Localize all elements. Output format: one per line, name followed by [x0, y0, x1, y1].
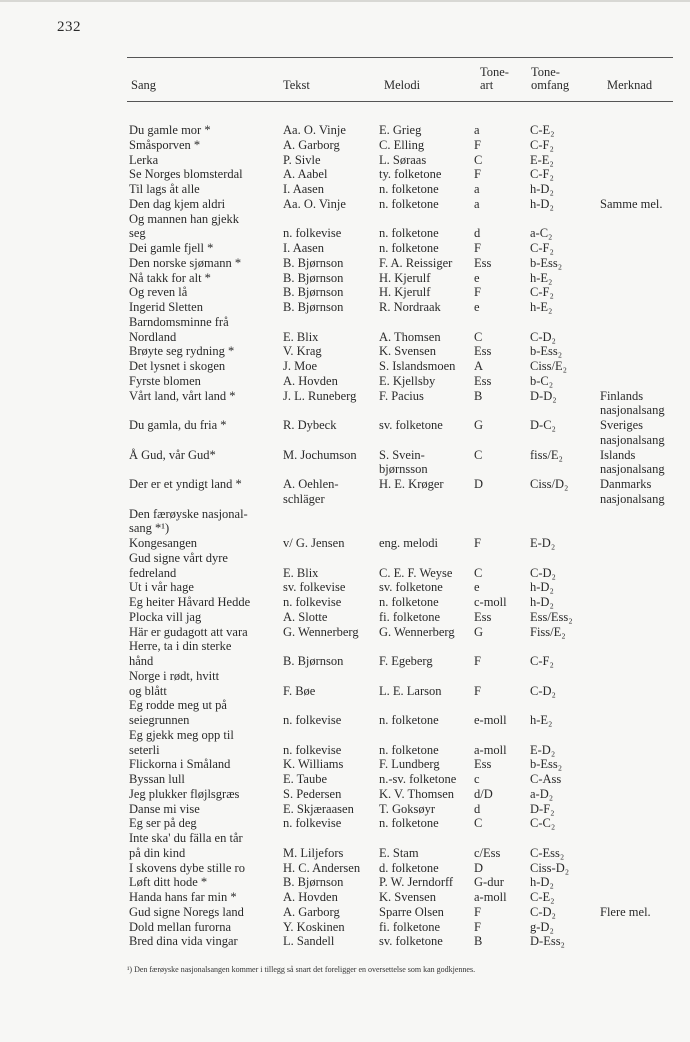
- table-row: [0, 728, 690, 758]
- table-row: [0, 920, 690, 935]
- cell-toneart: d: [474, 801, 481, 816]
- cell-melodi: H. E. Krøger: [379, 477, 444, 491]
- cell-toneart: Ess: [474, 373, 492, 388]
- header-toneart: Tone- art: [480, 65, 509, 92]
- cell-omfang: h-D₂: [530, 595, 554, 609]
- cell-tekst: n. folkevise: [283, 226, 342, 241]
- header-tekst: Tekst: [283, 78, 310, 92]
- cell-toneart: F: [474, 241, 481, 255]
- cell-tekst: A. Aabel: [283, 167, 328, 182]
- table-row: [0, 816, 690, 831]
- cell-omfang: E-E₂: [530, 152, 554, 167]
- table-row: [0, 536, 690, 551]
- cell-melodi: n. folketone: [379, 742, 439, 757]
- cell-melodi: F. Pacius: [379, 388, 424, 403]
- cell-sang: Jeg plukker fløjlsgræs: [129, 786, 240, 801]
- cell-sang: Du gamle mor *: [129, 123, 211, 137]
- cell-tekst: B. Bjørnson: [283, 300, 344, 314]
- table-row: [0, 418, 690, 448]
- cell-toneart: D: [474, 477, 484, 491]
- cell-sang: Småsporven *: [129, 137, 201, 152]
- cell-sang: Kongesangen: [129, 536, 198, 550]
- cell-sang: Eg rodde meg ut på seiegrunnen: [129, 698, 227, 727]
- table-row: [0, 890, 690, 905]
- table-row: [0, 389, 690, 419]
- cell-sang: Den færøyske nasjonal- sang *¹): [129, 506, 248, 536]
- cell-sang: Herre, ta i din sterke hånd: [129, 639, 232, 668]
- cell-toneart: C: [474, 565, 483, 580]
- cell-sang: Nå takk for alt *: [129, 270, 211, 285]
- table-row: [0, 934, 690, 949]
- cell-toneart: a-moll: [474, 742, 507, 757]
- cell-tekst: I. Aasen: [283, 182, 324, 196]
- cell-melodi: E. Stam: [379, 845, 419, 860]
- table-row: [0, 359, 690, 374]
- cell-tekst: Y. Koskinen: [283, 919, 345, 934]
- cell-toneart: F: [474, 904, 481, 919]
- cell-melodi: Sparre Olsen: [379, 904, 444, 919]
- cell-omfang: C-E₂: [530, 890, 555, 904]
- cell-melodi: P. W. Jerndorff: [379, 875, 454, 890]
- header-melodi: Melodi: [384, 78, 421, 92]
- page-top-edge: [0, 0, 690, 2]
- cell-omfang: C-F₂: [530, 137, 554, 152]
- cell-tekst: S. Pedersen: [283, 786, 342, 801]
- cell-melodi: K. V. Thomsen: [379, 786, 455, 801]
- cell-omfang: Ciss-D₂: [530, 860, 570, 875]
- cell-tekst: B. Bjørnson: [283, 255, 344, 270]
- cell-omfang: C-E₂: [530, 123, 555, 137]
- cell-omfang: h-D₂: [530, 580, 554, 595]
- cell-omfang: Ess/Ess₂: [530, 609, 573, 624]
- cell-melodi: eng. melodi: [379, 536, 439, 550]
- cell-sang: Lerka: [129, 152, 159, 167]
- cell-toneart: F: [474, 683, 481, 698]
- cell-melodi: d. folketone: [379, 860, 439, 875]
- table-row: [0, 197, 690, 212]
- cell-omfang: b-Ess₂: [530, 255, 563, 270]
- cell-sang: Norge i rødt, hvitt og blått: [129, 668, 220, 698]
- cell-melodi: n. folketone: [379, 816, 439, 831]
- table-row: [0, 669, 690, 699]
- cell-toneart: F: [474, 167, 481, 182]
- table-row: [0, 787, 690, 802]
- header-toneomfang: Tone- omfang: [531, 65, 570, 92]
- cell-tekst: B. Bjørnson: [283, 270, 344, 285]
- cell-toneart: D: [474, 860, 484, 875]
- cell-toneart: a: [474, 123, 480, 137]
- table-row: [0, 374, 690, 389]
- cell-tekst: I. Aasen: [283, 241, 324, 255]
- cell-melodi: fi. folketone: [379, 609, 441, 624]
- cell-omfang: E-D₂: [530, 742, 556, 757]
- table-row: [0, 905, 690, 920]
- table-row: [0, 551, 690, 581]
- cell-omfang: Fiss/E₂: [530, 624, 566, 639]
- cell-sang: Og reven lå: [129, 285, 188, 300]
- cell-melodi: n. folketone: [379, 226, 439, 241]
- cell-omfang: h-E₂: [530, 270, 553, 285]
- cell-sang: I skovens dybe stille ro: [129, 860, 245, 875]
- table-row: [0, 477, 690, 507]
- cell-toneart: C: [474, 152, 483, 167]
- table-row: [0, 595, 690, 610]
- cell-melodi: C. E. F. Weyse: [379, 565, 453, 580]
- cell-sang: Här er gudagott att vara: [129, 624, 248, 639]
- cell-sang: Eg heiter Håvard Hedde: [129, 595, 251, 609]
- cell-toneart: C: [474, 816, 483, 831]
- cell-omfang: C-F₂: [530, 285, 554, 300]
- table-row: [0, 271, 690, 286]
- cell-omfang: D-C₂: [530, 418, 556, 432]
- cell-tekst: P. Sivle: [283, 152, 321, 167]
- cell-tekst: n. folkevise: [283, 816, 342, 831]
- cell-omfang: a-C₂: [530, 226, 553, 241]
- cell-tekst: B. Bjørnson: [283, 285, 344, 300]
- cell-sang: Ut i vår hage: [129, 580, 194, 595]
- header-sang: Sang: [131, 78, 156, 92]
- cell-tekst: G. Wennerberg: [283, 624, 359, 639]
- table-row: [0, 138, 690, 153]
- cell-omfang: C-F₂: [530, 241, 554, 255]
- cell-omfang: C-D₂: [530, 904, 556, 919]
- table-row: [0, 861, 690, 876]
- cell-tekst: n. folkevise: [283, 742, 342, 757]
- cell-omfang: C-F₂: [530, 654, 554, 668]
- cell-sang: Å Gud, vår Gud*: [129, 447, 216, 462]
- cell-toneart: A: [474, 359, 484, 373]
- table-row: [0, 802, 690, 817]
- cell-sang: Handa hans far min *: [129, 890, 237, 904]
- cell-toneart: a: [474, 182, 480, 196]
- cell-melodi: ty. folketone: [379, 167, 442, 182]
- cell-omfang: C-D₂: [530, 329, 556, 344]
- cell-melodi: T. Goksøyr: [379, 801, 436, 816]
- cell-sang: Og mannen han gjekk seg: [129, 211, 240, 241]
- cell-tekst: F. Bøe: [283, 683, 316, 698]
- cell-toneart: G: [474, 418, 484, 432]
- cell-tekst: J. L. Runeberg: [283, 388, 357, 403]
- cell-omfang: D-D₂: [530, 388, 557, 403]
- cell-toneart: F: [474, 137, 481, 152]
- table-row: [0, 315, 690, 345]
- cell-melodi: F. A. Reissiger: [379, 255, 453, 270]
- footnote: ¹) Den færøyske nasjonalsangen kommer i tillegg så snart det foreligger en oversettelse som kan godkjennes.: [127, 965, 476, 974]
- cell-sang: Inte ska' du fälla en tår på din kind: [129, 831, 243, 860]
- cell-melodi: sv. folketone: [379, 418, 443, 432]
- cell-sang: Dei gamle fjell *: [129, 241, 214, 255]
- cell-omfang: C-Ass: [530, 772, 562, 786]
- cell-toneart: c-moll: [474, 595, 507, 609]
- cell-sang: Der er et yndigt land *: [129, 477, 242, 491]
- cell-omfang: g-D₂: [530, 919, 554, 934]
- cell-omfang: h-D₂: [530, 182, 554, 196]
- cell-omfang: h-D₂: [530, 875, 554, 890]
- header-merknad: Merknad: [607, 78, 653, 92]
- table-row: [0, 300, 690, 315]
- cell-omfang: E-D₂: [530, 536, 556, 550]
- cell-toneart: G-dur: [474, 875, 504, 890]
- cell-omfang: C-Ess₂: [530, 845, 565, 860]
- cell-melodi: C. Elling: [379, 137, 425, 152]
- cell-omfang: C-F₂: [530, 167, 554, 182]
- table-row: [0, 875, 690, 890]
- cell-tekst: E. Blix: [283, 329, 319, 344]
- cell-toneart: Ess: [474, 609, 492, 624]
- cell-toneart: F: [474, 536, 481, 550]
- cell-melodi: E. Grieg: [379, 123, 422, 137]
- cell-melodi: A. Thomsen: [379, 329, 441, 344]
- table-row: [0, 123, 690, 138]
- cell-sang: Det lysnet i skogen: [129, 359, 226, 373]
- cell-toneart: G: [474, 624, 484, 639]
- cell-toneart: C: [474, 447, 483, 462]
- cell-sang: Danse mi vise: [129, 801, 200, 816]
- cell-tekst: Aa. O. Vinje: [283, 196, 346, 211]
- cell-melodi: L. Søraas: [379, 152, 427, 167]
- cell-toneart: F: [474, 919, 481, 934]
- cell-omfang: h-E₂: [530, 300, 553, 314]
- cell-tekst: M. Liljefors: [283, 845, 344, 860]
- table-row: [0, 153, 690, 168]
- cell-tekst: E. Skjæraasen: [283, 801, 354, 816]
- cell-omfang: b-Ess₂: [530, 344, 563, 359]
- cell-omfang: h-D₂: [530, 196, 554, 211]
- cell-sang: Til lags åt alle: [129, 182, 200, 196]
- cell-omfang: D-F₂: [530, 801, 555, 816]
- cell-sang: Eg gjekk meg opp til seterli: [129, 727, 234, 757]
- cell-omfang: fiss/E₂: [530, 447, 563, 462]
- cell-omfang: a-D₂: [530, 786, 554, 801]
- cell-melodi: n. folketone: [379, 241, 439, 255]
- cell-sang: Dold mellan furorna: [129, 919, 232, 934]
- cell-sang: Vårt land, vårt land *: [129, 388, 236, 403]
- cell-tekst: A. Oehlen- schläger: [283, 477, 339, 506]
- table-row: [0, 831, 690, 861]
- cell-toneart: Ess: [474, 344, 492, 359]
- cell-melodi: G. Wennerberg: [379, 624, 455, 639]
- cell-toneart: d/D: [474, 786, 493, 801]
- cell-toneart: B: [474, 388, 483, 403]
- cell-omfang: b-C₂: [530, 373, 554, 388]
- cell-sang: Se Norges blomsterdal: [129, 167, 243, 182]
- cell-melodi: H. Kjerulf: [379, 285, 431, 300]
- table-header: [0, 63, 690, 99]
- cell-tekst: n. folkevise: [283, 595, 342, 609]
- cell-melodi: L. E. Larson: [379, 683, 442, 698]
- table-row: [0, 241, 690, 256]
- cell-merknad: Finlands nasjonalsang: [600, 388, 665, 418]
- cell-melodi: n. folketone: [379, 196, 439, 211]
- cell-toneart: Ess: [474, 255, 492, 270]
- cell-tekst: n. folkevise: [283, 713, 342, 727]
- table-row: [0, 212, 690, 242]
- table-row: [0, 772, 690, 787]
- cell-toneart: F: [474, 285, 481, 300]
- cell-melodi: n. folketone: [379, 595, 439, 609]
- cell-merknad: Sveriges nasjonalsang: [600, 418, 665, 447]
- table-row: [0, 507, 690, 537]
- cell-toneart: e: [474, 300, 480, 314]
- cell-tekst: J. Moe: [283, 359, 318, 373]
- song-table-body: [0, 123, 690, 949]
- cell-tekst: v/ G. Jensen: [283, 536, 345, 550]
- cell-tekst: E. Blix: [283, 565, 319, 580]
- cell-toneart: a: [474, 196, 480, 211]
- table-row: [0, 344, 690, 359]
- table-row: [0, 256, 690, 271]
- cell-merknad: Islands nasjonalsang: [600, 447, 665, 477]
- cell-merknad: Samme mel.: [600, 196, 663, 211]
- table-row: [0, 285, 690, 300]
- cell-melodi: S. Islandsmoen: [379, 359, 456, 373]
- cell-sang: Gud signe vårt dyre fedreland: [129, 550, 228, 580]
- cell-sang: Gud signe Noregs land: [129, 904, 244, 919]
- table-row: [0, 182, 690, 197]
- cell-toneart: a-moll: [474, 890, 507, 904]
- cell-toneart: c/Ess: [474, 845, 501, 860]
- cell-toneart: B: [474, 934, 483, 949]
- cell-omfang: D-Ess₂: [530, 934, 565, 949]
- table-row: [0, 580, 690, 595]
- cell-tekst: B. Bjørnson: [283, 654, 344, 668]
- cell-omfang: C-D₂: [530, 683, 556, 698]
- cell-melodi: K. Svensen: [379, 344, 436, 359]
- cell-tekst: E. Taube: [283, 772, 328, 786]
- cell-melodi: sv. folketone: [379, 580, 443, 595]
- cell-melodi: n. folketone: [379, 713, 439, 727]
- cell-omfang: Ciss/D₂: [530, 477, 569, 491]
- cell-tekst: sv. folkevise: [283, 580, 346, 595]
- cell-omfang: h-E₂: [530, 713, 553, 727]
- cell-omfang: b-Ess₂: [530, 757, 563, 772]
- cell-sang: Bred dina vida vingar: [129, 934, 238, 949]
- cell-tekst: A. Garborg: [283, 904, 340, 919]
- page-number: 232: [57, 19, 81, 35]
- cell-tekst: H. C. Andersen: [283, 860, 361, 875]
- table-row: [0, 448, 690, 478]
- table-row: [0, 167, 690, 182]
- cell-toneart: C: [474, 329, 483, 344]
- cell-melodi: R. Nordraak: [379, 300, 441, 314]
- cell-tekst: A. Hovden: [283, 890, 338, 904]
- cell-tekst: A. Hovden: [283, 373, 338, 388]
- cell-toneart: e: [474, 270, 480, 285]
- cell-merknad: Flere mel.: [600, 904, 651, 919]
- table-row: [0, 757, 690, 772]
- table-row: [0, 610, 690, 625]
- cell-melodi: H. Kjerulf: [379, 270, 431, 285]
- table-row: [0, 639, 690, 669]
- cell-tekst: L. Sandell: [283, 934, 335, 949]
- cell-toneart: e-moll: [474, 713, 507, 727]
- cell-melodi: F. Egeberg: [379, 654, 433, 668]
- cell-melodi: K. Svensen: [379, 890, 436, 904]
- cell-tekst: B. Bjørnson: [283, 875, 344, 890]
- table-top-rule: [127, 57, 673, 58]
- cell-tekst: R. Dybeck: [283, 418, 337, 432]
- cell-toneart: Ess: [474, 757, 492, 772]
- cell-melodi: E. Kjellsby: [379, 373, 436, 388]
- cell-tekst: V. Krag: [283, 344, 322, 359]
- cell-omfang: C-D₂: [530, 565, 556, 580]
- cell-omfang: C-C₂: [530, 816, 556, 831]
- cell-sang: Løft ditt hode *: [129, 875, 208, 890]
- table-row: [0, 625, 690, 640]
- cell-omfang: Ciss/E₂: [530, 359, 568, 373]
- cell-toneart: F: [474, 654, 481, 668]
- cell-sang: Barndomsminne frå Nordland: [129, 314, 229, 344]
- cell-toneart: d: [474, 226, 481, 241]
- cell-tekst: M. Jochumson: [283, 447, 357, 462]
- cell-sang: Brøyte seg rydning *: [129, 344, 235, 359]
- cell-sang: Den dag kjem aldri: [129, 196, 226, 211]
- cell-melodi: sv. folketone: [379, 934, 443, 949]
- cell-toneart: e: [474, 580, 480, 595]
- cell-toneart: c: [474, 772, 480, 786]
- cell-melodi: n. folketone: [379, 182, 439, 196]
- cell-sang: Byssan lull: [129, 772, 185, 786]
- cell-merknad: Danmarks nasjonalsang: [600, 477, 665, 506]
- cell-melodi: F. Lundberg: [379, 757, 440, 772]
- cell-sang: Den norske sjømann *: [129, 255, 242, 270]
- cell-tekst: A. Garborg: [283, 137, 340, 152]
- cell-tekst: A. Slotte: [283, 609, 328, 624]
- cell-melodi: S. Svein- bjørnsson: [379, 447, 428, 477]
- cell-sang: Plocka vill jag: [129, 609, 202, 624]
- cell-melodi: n.-sv. folketone: [379, 772, 457, 786]
- cell-sang: Eg ser på deg: [129, 816, 197, 831]
- cell-tekst: K. Williams: [283, 757, 344, 772]
- cell-sang: Du gamla, du fria *: [129, 418, 227, 432]
- cell-melodi: fi. folketone: [379, 919, 441, 934]
- cell-tekst: Aa. O. Vinje: [283, 123, 346, 137]
- cell-sang: Flickorna i Småland: [129, 757, 231, 772]
- cell-sang: Fyrste blomen: [129, 373, 201, 388]
- table-header-rule: [127, 101, 673, 102]
- cell-sang: Ingerid Sletten: [129, 300, 203, 314]
- table-row: [0, 698, 690, 728]
